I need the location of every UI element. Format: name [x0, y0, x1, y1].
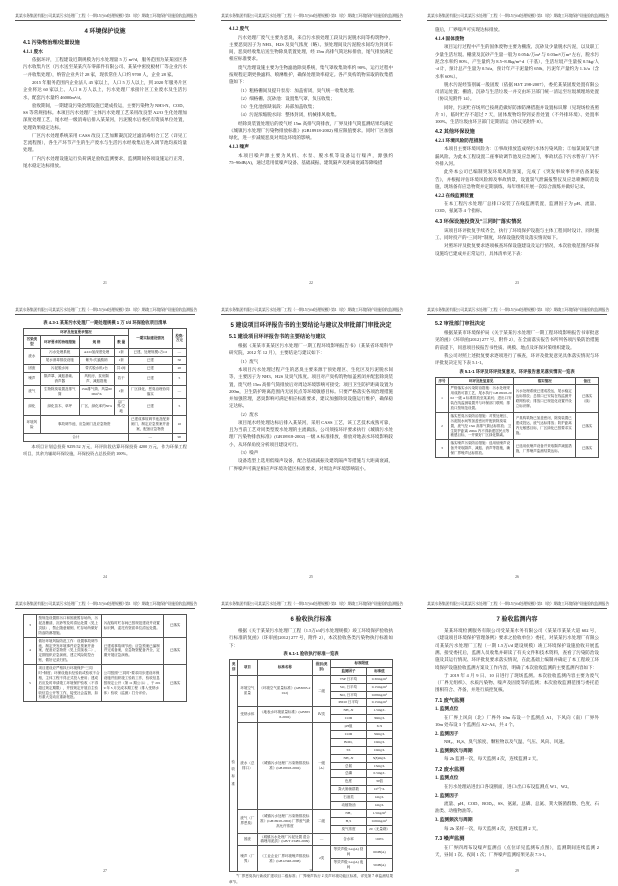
- table-cell: 1mg/L: [366, 794, 392, 802]
- table-cell: 5: [172, 372, 186, 385]
- document-page-9[interactable]: [422, 602, 612, 874]
- subsection-heading: 1. 监测点位: [435, 707, 459, 713]
- table-cell: NH₃-N: [331, 707, 367, 715]
- running-header: 某某水务集团有限公司某某污水处理厂工程（一期1.5万t/d处理规模）·第1（收）期竣工环境保护设施验收监测报告: [221, 14, 401, 21]
- body-paragraph: 在厂界四周布设噪声监测点（点位详见监测布点图），监测期间连续监测 2 天，昼间 1 次、夜间 1 次；厂界噪声监测结果见表 7.3-1。: [435, 844, 599, 858]
- table-cell: H₂S: [331, 817, 367, 825]
- data-table: [229, 659, 393, 872]
- section-heading: 4.2 其他环保设施: [435, 129, 475, 136]
- table-cell: 标准限值: [331, 659, 393, 667]
- page-number: 22: [309, 281, 313, 285]
- table-cell: 绿化苗木、草坪: [40, 398, 79, 416]
- table-cell: SO₂ 日平均: [331, 683, 367, 691]
- table-cell: 5: [24, 665, 37, 702]
- table-cell: 产臭构筑物已加盖密闭，除臭装置已建成投运，废气达标排放；防护距离内无敏感目标，厂区绿化已按要求实施。: [514, 412, 576, 439]
- table-cell: 50mg/L: [366, 730, 392, 738]
- table-footnote: *厂界恶臭执行新改扩建项目二级标准；厂界噪声执行 2 类声环境功能区标准，详见第 7 章监测结果章节。: [229, 874, 393, 884]
- body-paragraph: 经除臭装置处理后的废气经 15m 高排气筒排放，厂界及排气筒监测结果均满足《城镇污水处理厂污染物排放标准》(GB18918-2002) 相应限值要求。同时厂区加强绿化，进一步减缓恶臭对周边环境的影响。: [229, 120, 393, 141]
- table-row: [230, 659, 393, 667]
- body-paragraph: NH₃、H₂S、臭气浓度、颗粒物以及气温、气压、风向、风速。: [444, 739, 568, 745]
- table-row: [24, 365, 187, 373]
- table-row: [24, 372, 187, 385]
- table-cell: 1套: [114, 349, 128, 357]
- table-note: 本项目计划总投资 9259.52 万元，环评阶段估算环保投资 4200 万元，作为环保工程项目，其余为辅助环保设施，环保投资占总投资的 100%。: [23, 444, 187, 456]
- table-cell: 等效声级 Leq(A) 夜间: [331, 859, 367, 872]
- body-paragraph: 项目尾水经处理达标后排入某某河，采用 CASS 工艺，该工艺技术成熟可靠，且为当前工艺对同类型废水处理的主流做法。公司须按环评要求执行《城镇污水处理厂污染物排放标准》(GB18918-2002) 一级 A 标准排放，排放对地表水环境影响较小，从环保角度分析项目建设可行。: [229, 419, 393, 447]
- table-row: [24, 328, 187, 336]
- table-cell: 30倍: [366, 778, 392, 786]
- running-header: 某某水务集团有限公司某某污水处理厂工程（一期1.5万t/d处理规模）·第1（收）期竣工环境保护设施验收监测报告: [221, 308, 401, 315]
- table-cell: 落实情况: [514, 377, 576, 385]
- table-cell: 50: [172, 357, 186, 365]
- table-cell: 已落实: [164, 665, 187, 702]
- table-cell: 10³个/L: [366, 786, 392, 794]
- table-cell: 污染类型: [24, 336, 41, 349]
- body-paragraph: 此外本公司已编制突发环境风险预案，完成了《突发事故事件评估备案报告》，并根据评估环境风险源及事故情景，设置氯气泄漏报警仪及应急喷淋防范设施，现场备有应急物资并定期演练，每年组织开展一次综合演练并做好记录。: [435, 169, 599, 189]
- body-paragraph: 污水处理厂废气主要为恶臭，来自污水预处理工段及污泥脱水间等构筑物中，主要恶臭因子为 NH3、H2S 及臭气浓度（略）。预处理间及污泥脱水间均为封闭车间，恶臭经收集后送生物除臭装置处理，经 15m 高排气筒达标排放，尾气排放满足相应标准要求。: [229, 34, 393, 62]
- body-paragraph: 验收期间，一期建设污染治理设施已建成投运，主要污染物为 NH3-N、COD、SS 等常规指标。本项目污水处理厂主体污水处理工艺采用改良型 A2/O 生化处理加深度处理工艺，尾水经一级消毒后排入某某河，污泥脱水后委托有资质单位处置，处理效果稳定达标。: [23, 102, 187, 130]
- table-row: [230, 675, 393, 683]
- body-paragraph: 设备选型上选用低噪声设备，配合基础减振及建筑隔声等措施与大距离衰减，厂界噪声可满足相应声环境功能区标准要求，对周边声环境影响较小。: [229, 458, 393, 471]
- table-cell: 5(8)mg/L: [366, 754, 392, 762]
- table-cell: 总磷: [331, 770, 367, 778]
- table-cell: 20: [172, 365, 186, 373]
- table-cell: 数 量: [114, 336, 128, 349]
- table-cell: 1套: [114, 357, 128, 365]
- body-paragraph: 厂内污水处理设施运行负荷满足验收监测要求，监测期间各项设施运行正常，尾水稳定达标排放。: [23, 155, 187, 169]
- table-cell: 环评及批复要求情况: [24, 328, 129, 336]
- table-cell: 严格落实水污染防治措施：污水处理采用成熟可靠工艺，尾水执行 GB18918-2002 一级 A 标准排放至某某河；进出口安装在线监测装置并与环保部门联网；排放口按规范设置。: [449, 385, 514, 412]
- table-cell: 已建: [128, 398, 172, 416]
- table-cell: 4: [24, 637, 37, 664]
- table-cell: 总氮: [331, 762, 367, 770]
- running-header: 某某水务集团有限公司某某污水处理厂工程（一期1.5万t/d处理规模）·第1（收）期竣工环境保护设施验收监测报告: [15, 602, 195, 609]
- table-cell: 《环境空气质量标准》(GB3095-2012): [257, 675, 312, 707]
- table-cell: 0.15mg/m³: [366, 699, 392, 707]
- running-header: 某某水务集团有限公司某某污水处理厂工程（一期1.5万t/d处理规模）·第1（收）期竣工环境保护设施验收监测报告: [427, 14, 607, 21]
- table-caption: 表 4.3-1 某某污水处理厂一期处理规模 1 万 t/d 环保验收项目清单: [43, 320, 167, 326]
- body-paragraph: （1）废气: [238, 358, 259, 364]
- table-cell: 0.08mg/m³: [366, 691, 392, 699]
- table-cell: 标准值: [366, 667, 392, 675]
- table-cell: 环境空气质量: [238, 675, 258, 707]
- body-paragraph: 某某环境检测服务有限公司受某某水务有限公司（某某市某某大道 602 号，《建设项目环境保护管理条例》要求之验收单位）委托，对某某污水处理厂有限公司某某污水处理厂工程（一期 1.5万t/d 建设规模）竣工环境保护设施验收开展监测。接受委托后，监测人员收集并研读了有关文件和技术资料，查看了污染防治设施及其运行情况、环评批复要求落实情况，在此基础上编制并确定了本工程竣工环境保护设施验收监测方案及工作内容，明确了本次验收监测的主要监测内容如下：: [435, 628, 599, 670]
- page-body: [422, 320, 612, 458]
- table-cell: 固废: [238, 833, 258, 846]
- body-paragraph: 在厂界上风向（北）厂界外 10m 布设一个监测点 A1，下风向（南）厂界外 10m 处布设 3 个监测点 A2~A4，共 4 个。: [435, 714, 599, 727]
- table-cell: 《城镇污水处理厂污染物排放标准》(GB18918-2002) 厂界废气最高允许浓度: [257, 809, 312, 833]
- document-page-1[interactable]: [10, 14, 200, 286]
- table-cell: —: [172, 385, 186, 398]
- table-cell: 已落实: [576, 412, 599, 439]
- body-paragraph: （4）污泥浓缩脱水间：整体封闭，机械排风收集。: [238, 112, 340, 118]
- table-cell: 事故调节池、应急闸门及应急物资: [40, 416, 128, 434]
- data-table: [435, 377, 599, 458]
- table-cell: —: [128, 433, 172, 441]
- subsection-heading: 1. 监测点位: [435, 776, 459, 782]
- subsection-heading: 3. 监测频次与周期: [435, 818, 473, 824]
- table-cell: 序号: [436, 377, 449, 385]
- table-row: [230, 846, 393, 859]
- table-cell: 5: [172, 398, 186, 416]
- table-cell: NH₃: [331, 809, 367, 817]
- table-row: [436, 385, 599, 412]
- body-paragraph: 流量、pH、COD、BOD₅、SS、氨氮、总磷、总氮、粪大肠菌群数、色度、石油类、动植物油等。: [435, 801, 599, 814]
- body-paragraph: （2）细格栅、沉砂池：设置集气罩，负压收集；: [238, 95, 335, 101]
- body-paragraph: 项目运行过程中产生的固体废物主要为栅渣、沉砂及少量脱水污泥，以及职工少量生活垃圾。栅渣及沉砂产生量一般为 0.054t/万m³ 与 0.03m³/万m³ 左右，脱水污泥含水率约 80%，产生量约为 8.5~8.8kg/m³·d（干基），生活垃圾产生量按 0.5kg/人·d 计，预计总产生量为 0.5t/a，预计年产干泥量约 650t，污泥年产量约为 1.1t/a（含水率 60%）。: [435, 44, 599, 79]
- table-cell: 20（无量纲）: [366, 825, 392, 833]
- section-heading: 4.1 污染物治理/处置设施: [23, 40, 80, 47]
- table-cell: 噪声（厂界）: [238, 846, 258, 872]
- table-cell: 尾水消毒排放设施: [40, 357, 79, 365]
- table-cell: 3: [24, 615, 37, 638]
- table-cell: 废水（总排口）: [238, 723, 258, 810]
- table-cell: 做好环境风险防范工作：设置事故调节池，制定突发环境事件应急预案并备案，配备应急物资（见上页续表二），定期组织应急演练，建立风险防控台账，做好记录归档。: [37, 637, 102, 664]
- page-number: 24: [103, 575, 107, 579]
- chapter-title: 4 环境保护设施: [84, 29, 126, 36]
- table-row: [24, 385, 187, 398]
- body-paragraph: 每 2h 监测一次，每天监测 4 次，连续监测 2 天。: [444, 756, 541, 762]
- body-paragraph: 本项目污水处理过程产生的恶臭主要来源于预处理区、生化区及污泥脱水间等，主要因子为 NH3、H2S 及臭气浓度。项目对产臭构筑物加盖密闭并配套除臭装置，废气经 15m 高排气筒排放后对周边环境影响可接受；项目卫生防护距离设置为 200m，卫生防护距离范围内无居民点等环境敏感目标。只要严格落实各项治理措施并加强管理，恶臭影响可满足相应标准要求，建议加强除臭设施运行维护，确保稳定达标。: [229, 366, 393, 409]
- body-paragraph: 本项目主要环境风险为：①事故排放造成纳污水体污染风险；②加氯间氯气泄漏风险。为此本工程设置二座事故调节池及应急闸门，事故状态下污水暂存厂内不外排入河。: [435, 146, 599, 167]
- table-cell: 1.5mg/L: [366, 707, 392, 715]
- table-cell: PM10 日平均: [331, 699, 367, 707]
- running-header: 某某水务集团有限公司某某污水处理厂工程（一期1.5万t/d处理规模）·第1（收）期竣工环境保护设施验收监测报告: [15, 308, 195, 315]
- table-cell: 已落实 （续）: [576, 385, 599, 412]
- body-paragraph: 厂区污水处理系统采用 CASS 改良工艺加絮凝沉淀过滤消毒组合工艺（详见工艺流程图），各生产环节产生的生产废水与生活污水经收集后进入调节池均质均量处理。: [23, 132, 187, 153]
- table-cell: 《城镇污水处理厂污泥处置 混合填埋用泥质》(GB/T 23485-2009): [257, 833, 312, 846]
- section-heading: 5.1 建设项目环评报告书的主要结论与建议: [229, 334, 326, 341]
- table-cell: 已落实: [164, 637, 187, 664]
- subsection-heading: 4.1.2 废气: [229, 27, 249, 33]
- table-cell: 环境风险: [24, 416, 41, 434]
- table-cell: 监测因子: [331, 667, 367, 675]
- table-cell: 风机房、泵房隔声、减振措施: [79, 372, 114, 385]
- table-cell: 绿化: [24, 398, 41, 416]
- table-cell: COD: [331, 730, 367, 738]
- table-row: [24, 433, 187, 441]
- document-page-3[interactable]: [422, 14, 612, 286]
- table-cell: 动植物油: [331, 801, 367, 809]
- table-cell: 已建成事故调节池；应急预案已编制并完成备案，应急物资配备齐全，定期开展应急演练。: [102, 637, 164, 664]
- document-page-7[interactable]: [10, 602, 200, 874]
- table-cell: 规 格: [79, 336, 114, 349]
- table-cell: COD: [331, 715, 367, 723]
- table-cell: 90: [172, 433, 186, 441]
- table-cell: pH值: [331, 723, 367, 731]
- table-cell: 2类: [313, 846, 331, 872]
- body-paragraph: 我公司对照上述批复要求逐项进行了核查，环评及批复意见具体落实情况与环评批复决定见下表 5.1-1。: [435, 352, 599, 366]
- table-cell: 废气（厂界恶臭）: [238, 809, 258, 833]
- table-cell: 已建成事故调节池及配套闸门，制定应急预案并备案，配备应急物资: [128, 416, 172, 434]
- body-paragraph: （3）生化池预缺氧段：局部加盖收集；: [238, 104, 317, 110]
- table-cell: 二级: [313, 809, 331, 833]
- table-cell: 15m排气筒、风量6000m³/h: [79, 385, 114, 398]
- body-paragraph: 根据《某某市某某区污水处理厂一期工程环境影响报告书》（某某省环境科学研究院，2012 年 12 月），主要结论与建议如下：: [229, 343, 393, 356]
- table-cell: 一级（A）: [313, 723, 331, 810]
- table-cell: —: [172, 349, 186, 357]
- table-row: [230, 809, 393, 817]
- subsection-heading: 4.1.1 废水: [23, 49, 43, 55]
- table-cell: 粪大肠菌群数: [331, 786, 367, 794]
- table-cell: 隔声罩、减振基础、消声器: [40, 372, 79, 385]
- table-cell: 《城镇污水处理厂污染物排放标准》(GB18918-2002): [257, 723, 312, 810]
- chapter-title: 7 验收监测内容: [496, 617, 538, 624]
- table-cell: —: [313, 833, 331, 846]
- table-cell: 石油类: [331, 794, 367, 802]
- table-cell: Ⅳ类: [313, 707, 331, 723]
- table-cell: 已落实: [576, 440, 599, 458]
- table-cell: 0.5mg/L: [366, 770, 392, 778]
- table-row: [24, 349, 187, 357]
- table-cell: 固废: [24, 365, 41, 373]
- section-heading: 5.2 审批部门审批决定: [435, 321, 486, 328]
- table-cell: 备注: [576, 377, 599, 385]
- document-page-8[interactable]: [216, 601, 406, 884]
- section-heading: 7.2 废水监测: [435, 766, 465, 773]
- page-body: [422, 614, 612, 858]
- body-paragraph: （1）粗格栅间及提升泵房：加盖密闭，臭气统一收集处理；: [238, 87, 358, 93]
- table-cell: 《工业企业厂界环境噪声排放标准》(GB12348-2008): [257, 846, 312, 872]
- page-body: [216, 627, 406, 885]
- table-cell: 项目建设应严格执行环境保护“三同时”制度；环保设施未经验收或验收不合格，主体工程不得正式投入使用；建成后应及时申请竣工环境保护验收（不得超过规定期限），并按规定开展自主验收信息公开等工作，接受社会监督，如有重大变动应重新报批。: [37, 665, 102, 702]
- table-cell: 已建，处理规模1万t/d: [128, 349, 172, 357]
- body-paragraph: 在污水处理站进出口各设断面，进口/出口布设监测点 W1、W2。: [444, 783, 572, 789]
- table-cell: 15mg/L: [366, 762, 392, 770]
- table-row: [436, 440, 599, 458]
- table-cell: 已落实: [164, 615, 187, 638]
- table-cell: 环评要求的治理措施: [40, 336, 79, 349]
- table-cell: 生物除臭装置及排气筒: [40, 385, 79, 398]
- running-header: 某某水务集团有限公司某某污水处理厂工程（一期1.5万t/d处理规模）·第1（收）期竣工环境保护设施验收监测报告: [15, 14, 195, 21]
- body-paragraph: 根据某某市环境保护局《关于某某污水处理厂一期工程环境影响报告书审批意见的函》（环审函[2012] 277 号，附件 2），在全面落实报告书所列各项污染防治措施的前提下，同意项目按报告书性质、规模、地点及环保对策组织建设。: [435, 330, 599, 350]
- table-cell: 色度: [331, 778, 367, 786]
- table-row: [24, 398, 187, 416]
- running-header: 某某水务集团有限公司某某污水处理厂工程（一期1.5万t/d处理规模）·第1（收）期竣工环境保护设施验收监测报告: [427, 308, 607, 315]
- table-cell: 1.5mg/m³: [366, 809, 392, 817]
- table-cell: 项目: [238, 659, 258, 675]
- chapter-title: 6 验收执行标准: [290, 617, 332, 624]
- table-cell: 50dB(A): [366, 859, 392, 872]
- table-row: [230, 707, 393, 715]
- table-cell: 6~9: [366, 723, 392, 731]
- table-cell: 污水处理系统已建成投运，尾水稳定达标排放；总排口已安装在线监测并联网验收；排放口已规范化设置并设立标识牌。: [514, 385, 576, 412]
- table-cell: 含水率: [331, 833, 367, 846]
- table-cell: 投资/万元: [172, 328, 186, 349]
- table-cell: 1套: [114, 385, 128, 398]
- page-number: 23: [515, 281, 519, 285]
- subsection-heading: 3. 监测频次与周期: [435, 748, 473, 754]
- section-heading: 7.3 噪声监测: [435, 835, 465, 842]
- table-cell: 验收标准: [230, 675, 238, 871]
- table-row: [230, 723, 393, 731]
- table-cell: 紫外/次氯酸钠: [79, 357, 114, 365]
- table-cell: 污泥脱水间: [40, 365, 79, 373]
- chapter-title: 5 建设项目环评报告书的主要结论与建议及审批部门审批决定: [230, 323, 392, 330]
- table-cell: 公司按照“三同时”要求同步建设环保设施并组织竣工验收工作，验收信息按规定公开（第 11 期公示），于 2019 年 5 月完成本期工程（排入受纳水体）验收（监测）打分评价。: [102, 665, 164, 702]
- document-page-6[interactable]: [422, 308, 612, 580]
- table-cell: 已建: [128, 365, 172, 373]
- table-cell: 废气: [24, 385, 41, 398]
- page-body: [216, 26, 406, 166]
- subsection-heading: 4.2.2 在线监测装置: [435, 193, 474, 199]
- body-paragraph: 依据环评，工程建设近期规模为污水处理量 5 万 m³/d，服务范围为某某园区各污水收集片区（污水送至某某汽车零部件有限公司、某某中密度板材厂等企业污水一并收集处理），纳管企业共计 28 家，现状常住人口约 9700 人，企业 28 家。: [23, 57, 187, 77]
- subsection-heading: 4.1.4 固体废物: [435, 36, 465, 42]
- table-cell: 类别: [230, 659, 238, 675]
- data-table: [23, 328, 187, 442]
- table-cell: 按规范设置排污口和固废暂存场所，污泥及栅渣、沉砂等及时清运处置（见上页续），禁止随意倾倒，贮存场所做好防渗防淋措施。: [37, 615, 102, 638]
- table-cell: 《地表水环境质量标准》(GB3838-2002): [257, 707, 312, 723]
- running-header: 某某水务集团有限公司某某污水处理厂工程（一期1.5万t/d处理规模）·第1（收）期竣工环境保护设施验收监测报告: [427, 602, 607, 609]
- table-cell: 一期实际建设情况: [128, 328, 172, 349]
- document-page-4[interactable]: [10, 308, 200, 580]
- table-row: [230, 833, 393, 846]
- table-row: [436, 412, 599, 439]
- table-cell: ≤60%: [366, 833, 392, 846]
- table-cell: 已建: [128, 357, 172, 365]
- body-paragraph: （2）废水: [238, 411, 259, 417]
- table-cell: 0.06mg/m³: [366, 817, 392, 825]
- table-cell: BOD₅: [331, 738, 367, 746]
- body-paragraph: 废气治理设施主要为生物滤池除臭系统，集气罩收集效率约 90%，运行过程中按规程定期更换滤料、喷淋维护，确保处理效率稳定。各产臭构筑物采取的收集措施如下：: [229, 64, 393, 85]
- page-body: [216, 320, 406, 472]
- table-row: [24, 416, 187, 434]
- body-paragraph: （3）噪声: [238, 450, 259, 456]
- table-cell: 0.15mg/m³: [366, 683, 392, 691]
- table-cell: 10mg/L: [366, 738, 392, 746]
- table-cell: 3: [436, 440, 449, 458]
- table-cell: A2/O加深度处理: [79, 349, 114, 357]
- table-cell: 噪声: [24, 372, 41, 385]
- subsection-heading: 2. 监测因子: [435, 731, 459, 737]
- body-paragraph-continued: 施后，厂界噪声可实现达标排放。: [435, 27, 503, 33]
- table-cell: SS: [331, 746, 367, 754]
- table-cell: 落实恶臭污染防治措施：对预处理区、污泥脱水间等加盖密闭并配套除臭装置，废气经 15m 高排气筒达标排放；卫生防护距离 200m 内不得新建居民点等敏感目标，一并做好厂区绿化隔离。: [449, 412, 514, 439]
- table-cell: 落实噪声污染防治措施：选用低噪声设备并采取隔声、减振、消声等措施，确保厂界噪声达标排放。: [449, 440, 514, 458]
- table-cell: 0.30mg/m³: [366, 675, 392, 683]
- page-body: [422, 26, 612, 257]
- document-page-5[interactable]: [216, 308, 406, 580]
- table-cell: NH₃-N: [331, 754, 367, 762]
- table-cell: 30mg/L: [366, 715, 392, 723]
- table-cell: 10: [172, 416, 186, 434]
- table-cell: 受纳水体: [238, 707, 258, 723]
- table-cell: 等效声级 Leq(A) 昼间: [331, 846, 367, 859]
- table-cell: NO₂ 日平均: [331, 691, 367, 699]
- table-row: [24, 665, 187, 702]
- table-cell: 厂区绿化、恶臭治理协同落实: [128, 385, 172, 398]
- body-paragraph: 每 2h 采样一次，每天监测 4 次，连续监测 2 天。: [444, 825, 541, 831]
- body-paragraph: 在本工程污水处理厂总排口安装了在线监测装置，监测因子为 pH、流量、COD、氨氮等 4 个指标。: [435, 201, 599, 214]
- table-cell: 臭气浓度: [331, 825, 367, 833]
- table-cell: 60dB(A): [366, 846, 392, 859]
- body-paragraph: 本项目噪声源主要为风机、水泵、脱水机等设备运行噪声，源强约 75~90dB(A)，通过选用低噪声设备、基础减振、建筑隔声及距离衰减等降噪措: [229, 152, 393, 165]
- page-body: [10, 320, 200, 457]
- page-number: 27: [103, 869, 107, 873]
- body-paragraph: 同时，污泥贮存场所已按规范做好防渗防淋措施并设置标识牌（见现场检查照片 5），临时贮存不超过 7 天，固体废物均得到妥善处置（不外排环境）、处置率 100%。生活垃圾由环卫部门定期清运（协议见附件 8）。: [435, 104, 599, 125]
- table-cell: 10mg/L: [366, 746, 392, 754]
- page-number: 29: [515, 869, 519, 873]
- body-paragraph: 该项目环评批复手续齐全，执行了环境保护设施与主体工程同时设计、同时施工、同时投产的“三同时”制度，环保设施投资及落实情况如下。: [435, 227, 599, 240]
- subsection-heading: 4.1.3 噪声: [229, 145, 249, 151]
- table-cell: 1: [436, 385, 449, 412]
- table-cell: 污水处理系统: [40, 349, 79, 357]
- page-number: 25: [309, 575, 313, 579]
- table-cell: TSP 日平均: [331, 675, 367, 683]
- page-body: [10, 26, 200, 169]
- table-row: [24, 615, 187, 638]
- table-cell: 已选用低噪声设备并采取隔声减振措施，厂界噪声监测结果达标。: [514, 440, 576, 458]
- table-cell: 标准名称: [257, 659, 312, 675]
- table-cell: 若干: [114, 372, 128, 385]
- table-cell: 已建: [128, 372, 172, 385]
- body-paragraph: 于 2019 年 4 月 9 日、10 日进行了现场监测。本次验收监测内容主要为废气（厂界无组织）、水质污染物、噪声及固废等的监测；本次验收监测范围与委托范围相符合、齐备，并进行质控复核。: [435, 672, 599, 693]
- subsection-heading: 2. 监测因子: [435, 793, 459, 799]
- table-cell: 废水: [24, 349, 41, 365]
- table-row: [24, 357, 187, 365]
- table-caption: 表 6.1-1 验收执行标准一览表: [283, 651, 339, 657]
- body-paragraph: 根据《关于某某污水处理厂工程（1.5万t/d污水处理规模）竣工环境保护验收执行标准的复函》（环审函[2012] 277 号，附件 2），本次验收各类污染物执行标准如下：: [229, 628, 393, 648]
- table-cell: 2: [436, 412, 449, 439]
- page-grid: [10, 13, 612, 884]
- table-cell: 带式脱水机2台: [79, 365, 114, 373]
- body-paragraph: 脱水污泥经鉴别属一般固废（依据 HJ/T 298-2007），委托某某固废处置有限公司清运处置；栅渣、沉砂与生活垃圾一并交由环卫部门统一清运至垃圾填埋场处置（协议见附件 14）。: [435, 81, 599, 102]
- page-number: 26: [515, 575, 519, 579]
- table-cell: 二级: [313, 675, 331, 707]
- table-cell: 共1间: [114, 365, 128, 373]
- table-cell: 沿厂界/空地: [114, 398, 128, 416]
- table-row: [436, 377, 599, 385]
- page-body: [10, 614, 200, 702]
- page-number: 21: [103, 281, 107, 285]
- table-caption: 表 5.1-1 环评及环评批复意见、环评报告意见落实情况一览表: [459, 369, 575, 374]
- section-heading: 4.3 环保设施投资及“三同时”落实情况: [435, 218, 522, 225]
- table-cell: 污泥临时贮存间已按规范建设并设置标识牌，委托有资质单位清运处置。: [102, 615, 164, 638]
- section-heading: 7.1 废气监测: [435, 697, 465, 704]
- table-cell: 1mg/L: [366, 801, 392, 809]
- running-header: 某某水务集团有限公司某某污水处理厂工程（一期1.5万t/d处理规模）·第1（收）期竣工环境保护设施验收监测报告: [221, 602, 401, 609]
- table-row: [24, 637, 187, 664]
- document-page-2[interactable]: [216, 14, 406, 286]
- table-cell: 厂区，绿化率约30%: [79, 398, 114, 416]
- subsection-heading: 4.2.1 环境风险防范措施: [435, 138, 484, 144]
- table-cell: 环评及批复意见: [449, 377, 514, 385]
- page-number: 28: [309, 869, 313, 873]
- table-cell: 级别(类别): [313, 659, 331, 675]
- data-table: [23, 614, 187, 702]
- body-paragraph: 对照环评及批复要求逐项核查环保设施建设及运行情况，本次验收范围内环保设施均已建成并正常运行，具体清单见下表：: [435, 243, 599, 256]
- table-cell: 合计: [24, 433, 129, 441]
- body-paragraph: 2015 年服务范围内企业法人 45 家以上，人口 5 万人以上，到 2020 年服务片区企业将达 60 家以上、人口 8 万人以上，污水处理厂承接片区工业废水及生活污水，配套污水量约 46000m³/d。: [23, 79, 187, 100]
